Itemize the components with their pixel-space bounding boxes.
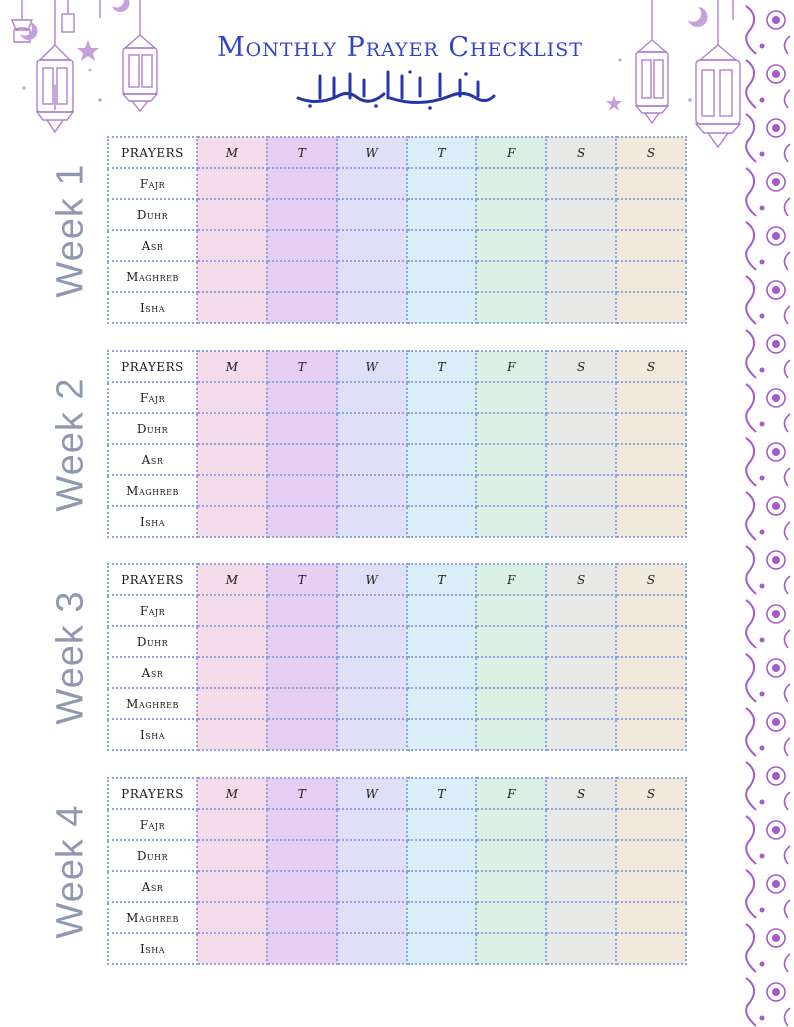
- checkbox-cell[interactable]: [616, 933, 686, 964]
- week-label: [50, 563, 92, 751]
- checkbox-cell[interactable]: [197, 595, 267, 626]
- prayer-row: [108, 809, 686, 840]
- prayer-name: Fajr: [108, 809, 197, 840]
- checkbox-cell[interactable]: [337, 595, 407, 626]
- header-row: [108, 564, 686, 595]
- prayer-name: Isha: [108, 933, 197, 964]
- day-header: T: [267, 564, 337, 595]
- checkbox-cell[interactable]: [197, 199, 267, 230]
- week-label: [50, 350, 92, 538]
- checkbox-cell[interactable]: [197, 688, 267, 719]
- checkbox-cell[interactable]: [197, 840, 267, 871]
- prayer-row: [108, 475, 686, 506]
- checkbox-cell[interactable]: [337, 840, 407, 871]
- prayer-row: [108, 902, 686, 933]
- prayer-row: [108, 840, 686, 871]
- day-header: S: [616, 564, 686, 595]
- day-header: T: [407, 778, 477, 809]
- checkbox-cell[interactable]: [546, 719, 616, 750]
- checkbox-cell[interactable]: [407, 902, 477, 933]
- checkbox-cell[interactable]: [407, 168, 477, 199]
- checkbox-cell[interactable]: [407, 382, 477, 413]
- prayer-name: Duhr: [108, 840, 197, 871]
- prayer-name: Duhr: [108, 626, 197, 657]
- checkbox-cell[interactable]: [476, 688, 546, 719]
- checkbox-cell[interactable]: [267, 902, 337, 933]
- prayer-table: [107, 350, 687, 538]
- day-header: T: [267, 351, 337, 382]
- checkbox-cell[interactable]: [197, 719, 267, 750]
- checkbox-cell[interactable]: [337, 506, 407, 537]
- day-header: T: [267, 778, 337, 809]
- checkbox-cell[interactable]: [616, 657, 686, 688]
- day-header: T: [407, 564, 477, 595]
- checkbox-cell[interactable]: [616, 382, 686, 413]
- checkbox-cell[interactable]: [616, 199, 686, 230]
- checkbox-cell[interactable]: [197, 475, 267, 506]
- prayer-name: Asr: [108, 444, 197, 475]
- checkbox-cell[interactable]: [337, 261, 407, 292]
- prayers-header: PRAYERS: [108, 564, 197, 595]
- checkbox-cell[interactable]: [337, 933, 407, 964]
- checkbox-cell[interactable]: [407, 595, 477, 626]
- prayers-header: PRAYERS: [108, 351, 197, 382]
- checkbox-cell[interactable]: [407, 230, 477, 261]
- checkbox-cell[interactable]: [546, 199, 616, 230]
- day-header: T: [267, 137, 337, 168]
- checkbox-cell[interactable]: [197, 506, 267, 537]
- checkbox-cell[interactable]: [546, 626, 616, 657]
- checkbox-cell[interactable]: [197, 230, 267, 261]
- page-title: Monthly Prayer Checklist: [217, 32, 583, 63]
- prayer-row: [108, 688, 686, 719]
- checkbox-cell[interactable]: [267, 292, 337, 323]
- checkbox-cell[interactable]: [616, 168, 686, 199]
- day-header: W: [337, 351, 407, 382]
- prayer-name: Isha: [108, 506, 197, 537]
- checkbox-cell[interactable]: [476, 595, 546, 626]
- checkbox-cell[interactable]: [407, 871, 477, 902]
- checkbox-cell[interactable]: [476, 475, 546, 506]
- checkbox-cell[interactable]: [476, 902, 546, 933]
- checkbox-cell[interactable]: [267, 626, 337, 657]
- checkbox-cell[interactable]: [197, 933, 267, 964]
- checkbox-cell[interactable]: [337, 230, 407, 261]
- checkbox-cell[interactable]: [616, 809, 686, 840]
- checkbox-cell[interactable]: [616, 902, 686, 933]
- checkbox-cell[interactable]: [476, 871, 546, 902]
- checkbox-cell[interactable]: [546, 840, 616, 871]
- checkbox-cell[interactable]: [407, 809, 477, 840]
- checkbox-cell[interactable]: [337, 626, 407, 657]
- checkbox-cell[interactable]: [616, 261, 686, 292]
- checkbox-cell[interactable]: [407, 292, 477, 323]
- prayer-row: [108, 657, 686, 688]
- checkbox-cell[interactable]: [546, 595, 616, 626]
- checkbox-cell[interactable]: [476, 413, 546, 444]
- checkbox-cell[interactable]: [337, 292, 407, 323]
- checkbox-cell[interactable]: [267, 382, 337, 413]
- day-header: F: [476, 778, 546, 809]
- prayer-row: [108, 292, 686, 323]
- checkbox-cell[interactable]: [337, 475, 407, 506]
- checkbox-cell[interactable]: [476, 292, 546, 323]
- checkbox-cell[interactable]: [407, 626, 477, 657]
- week-label: [50, 136, 92, 324]
- checkbox-cell[interactable]: [616, 475, 686, 506]
- day-header: S: [616, 137, 686, 168]
- checkbox-cell[interactable]: [197, 292, 267, 323]
- checkbox-cell[interactable]: [476, 261, 546, 292]
- ornamental-border: [742, 0, 794, 1027]
- prayers-header: PRAYERS: [108, 137, 197, 168]
- checkbox-cell[interactable]: [407, 506, 477, 537]
- prayer-table: [107, 136, 687, 324]
- checkbox-cell[interactable]: [337, 382, 407, 413]
- checkbox-cell[interactable]: [337, 199, 407, 230]
- checkbox-cell[interactable]: [267, 933, 337, 964]
- checkbox-cell[interactable]: [197, 657, 267, 688]
- checkbox-cell[interactable]: [546, 382, 616, 413]
- prayer-name: Maghreb: [108, 688, 197, 719]
- checkbox-cell[interactable]: [476, 719, 546, 750]
- checkbox-cell[interactable]: [546, 871, 616, 902]
- prayer-name: Isha: [108, 292, 197, 323]
- prayer-table: [107, 777, 687, 965]
- prayer-name: Fajr: [108, 595, 197, 626]
- day-header: F: [476, 137, 546, 168]
- checkbox-cell[interactable]: [476, 168, 546, 199]
- checkbox-cell[interactable]: [337, 688, 407, 719]
- prayer-row: [108, 871, 686, 902]
- checkbox-cell[interactable]: [197, 809, 267, 840]
- checkbox-cell[interactable]: [267, 413, 337, 444]
- day-header: M: [197, 137, 267, 168]
- checkbox-cell[interactable]: [337, 809, 407, 840]
- day-header: W: [337, 137, 407, 168]
- checkbox-cell[interactable]: [616, 506, 686, 537]
- day-header: W: [337, 564, 407, 595]
- week-label: [50, 777, 92, 965]
- checkbox-cell[interactable]: [267, 840, 337, 871]
- day-header: S: [546, 778, 616, 809]
- prayer-row: [108, 626, 686, 657]
- prayer-name: Maghreb: [108, 902, 197, 933]
- prayer-row: [108, 230, 686, 261]
- prayer-row: [108, 444, 686, 475]
- checkbox-cell[interactable]: [407, 719, 477, 750]
- header-row: [108, 778, 686, 809]
- checkbox-cell[interactable]: [407, 840, 477, 871]
- checkbox-cell[interactable]: [616, 688, 686, 719]
- day-header: F: [476, 351, 546, 382]
- checkbox-cell[interactable]: [546, 292, 616, 323]
- header-row: [108, 351, 686, 382]
- checkbox-cell[interactable]: [407, 199, 477, 230]
- checkbox-cell[interactable]: [546, 506, 616, 537]
- prayer-name: Fajr: [108, 168, 197, 199]
- checkbox-cell[interactable]: [267, 230, 337, 261]
- checkbox-cell[interactable]: [407, 933, 477, 964]
- day-header: S: [616, 778, 686, 809]
- checkbox-cell[interactable]: [337, 413, 407, 444]
- checkbox-cell[interactable]: [616, 595, 686, 626]
- checkbox-cell[interactable]: [267, 168, 337, 199]
- checkbox-cell[interactable]: [337, 902, 407, 933]
- day-header: F: [476, 564, 546, 595]
- checkbox-cell[interactable]: [546, 475, 616, 506]
- prayer-name: Fajr: [108, 382, 197, 413]
- prayer-row: [108, 595, 686, 626]
- checkbox-cell[interactable]: [407, 657, 477, 688]
- checkbox-cell[interactable]: [197, 168, 267, 199]
- checkbox-cell[interactable]: [476, 506, 546, 537]
- checkbox-cell[interactable]: [197, 626, 267, 657]
- prayer-row: [108, 168, 686, 199]
- checkbox-cell[interactable]: [616, 840, 686, 871]
- checkbox-cell[interactable]: [546, 261, 616, 292]
- checkbox-cell[interactable]: [476, 933, 546, 964]
- checkbox-cell[interactable]: [267, 199, 337, 230]
- checkbox-cell[interactable]: [407, 413, 477, 444]
- checkbox-cell[interactable]: [197, 382, 267, 413]
- checkbox-cell[interactable]: [616, 719, 686, 750]
- checkbox-cell[interactable]: [616, 444, 686, 475]
- day-header: S: [546, 137, 616, 168]
- checkbox-cell[interactable]: [546, 168, 616, 199]
- checkbox-cell[interactable]: [546, 933, 616, 964]
- checkbox-cell[interactable]: [337, 719, 407, 750]
- prayer-name: Asr: [108, 657, 197, 688]
- checkbox-cell[interactable]: [476, 382, 546, 413]
- prayer-row: [108, 382, 686, 413]
- checkbox-cell[interactable]: [267, 688, 337, 719]
- checkbox-cell[interactable]: [337, 657, 407, 688]
- prayer-name: Isha: [108, 719, 197, 750]
- week-label-text: Week 3: [49, 589, 92, 725]
- prayer-row: [108, 413, 686, 444]
- prayer-row: [108, 199, 686, 230]
- prayer-name: Maghreb: [108, 261, 197, 292]
- checkbox-cell[interactable]: [267, 261, 337, 292]
- prayer-row: [108, 719, 686, 750]
- week-label-text: Week 1: [49, 162, 92, 298]
- day-header: W: [337, 778, 407, 809]
- day-header: S: [546, 351, 616, 382]
- prayer-name: Asr: [108, 230, 197, 261]
- prayer-name: Maghreb: [108, 475, 197, 506]
- checkbox-cell[interactable]: [546, 413, 616, 444]
- prayer-name: Duhr: [108, 413, 197, 444]
- checkbox-cell[interactable]: [337, 871, 407, 902]
- checkbox-cell[interactable]: [476, 809, 546, 840]
- checkbox-cell[interactable]: [407, 261, 477, 292]
- checkbox-cell[interactable]: [476, 626, 546, 657]
- checkbox-cell[interactable]: [267, 871, 337, 902]
- checkbox-cell[interactable]: [546, 902, 616, 933]
- checkbox-cell[interactable]: [197, 902, 267, 933]
- checkbox-cell[interactable]: [546, 809, 616, 840]
- checkbox-cell[interactable]: [616, 413, 686, 444]
- checkbox-cell[interactable]: [267, 657, 337, 688]
- checkbox-cell[interactable]: [337, 444, 407, 475]
- checkbox-cell[interactable]: [616, 230, 686, 261]
- checkbox-cell[interactable]: [407, 688, 477, 719]
- day-header: M: [197, 778, 267, 809]
- prayers-header: PRAYERS: [108, 778, 197, 809]
- prayer-row: [108, 506, 686, 537]
- day-header: S: [546, 564, 616, 595]
- checkbox-cell[interactable]: [546, 688, 616, 719]
- checkbox-cell[interactable]: [267, 475, 337, 506]
- checkbox-cell[interactable]: [616, 871, 686, 902]
- checkbox-cell[interactable]: [546, 230, 616, 261]
- checkbox-cell[interactable]: [267, 506, 337, 537]
- checkbox-cell[interactable]: [267, 595, 337, 626]
- day-header: T: [407, 137, 477, 168]
- checkbox-cell[interactable]: [197, 871, 267, 902]
- checkbox-cell[interactable]: [267, 809, 337, 840]
- basmala-calligraphy: [290, 68, 500, 112]
- day-header: S: [616, 351, 686, 382]
- checkbox-cell[interactable]: [616, 292, 686, 323]
- day-header: M: [197, 351, 267, 382]
- checkbox-cell[interactable]: [476, 199, 546, 230]
- prayer-name: Duhr: [108, 199, 197, 230]
- checkbox-cell[interactable]: [546, 657, 616, 688]
- checkbox-cell[interactable]: [197, 413, 267, 444]
- checkbox-cell[interactable]: [197, 444, 267, 475]
- checkbox-cell[interactable]: [407, 444, 477, 475]
- checkbox-cell[interactable]: [616, 626, 686, 657]
- checkbox-cell[interactable]: [337, 168, 407, 199]
- checkbox-cell[interactable]: [476, 657, 546, 688]
- prayer-row: [108, 261, 686, 292]
- checkbox-cell[interactable]: [476, 444, 546, 475]
- checkbox-cell[interactable]: [476, 230, 546, 261]
- checkbox-cell[interactable]: [267, 719, 337, 750]
- checkbox-cell[interactable]: [546, 444, 616, 475]
- day-header: M: [197, 564, 267, 595]
- checkbox-cell[interactable]: [407, 475, 477, 506]
- prayer-row: [108, 933, 686, 964]
- header-row: [108, 137, 686, 168]
- prayer-table: [107, 563, 687, 751]
- checkbox-cell[interactable]: [197, 261, 267, 292]
- prayer-name: Asr: [108, 871, 197, 902]
- checkbox-cell[interactable]: [476, 840, 546, 871]
- day-header: T: [407, 351, 477, 382]
- checkbox-cell[interactable]: [267, 444, 337, 475]
- week-label-text: Week 4: [49, 803, 92, 939]
- week-label-text: Week 2: [49, 376, 92, 512]
